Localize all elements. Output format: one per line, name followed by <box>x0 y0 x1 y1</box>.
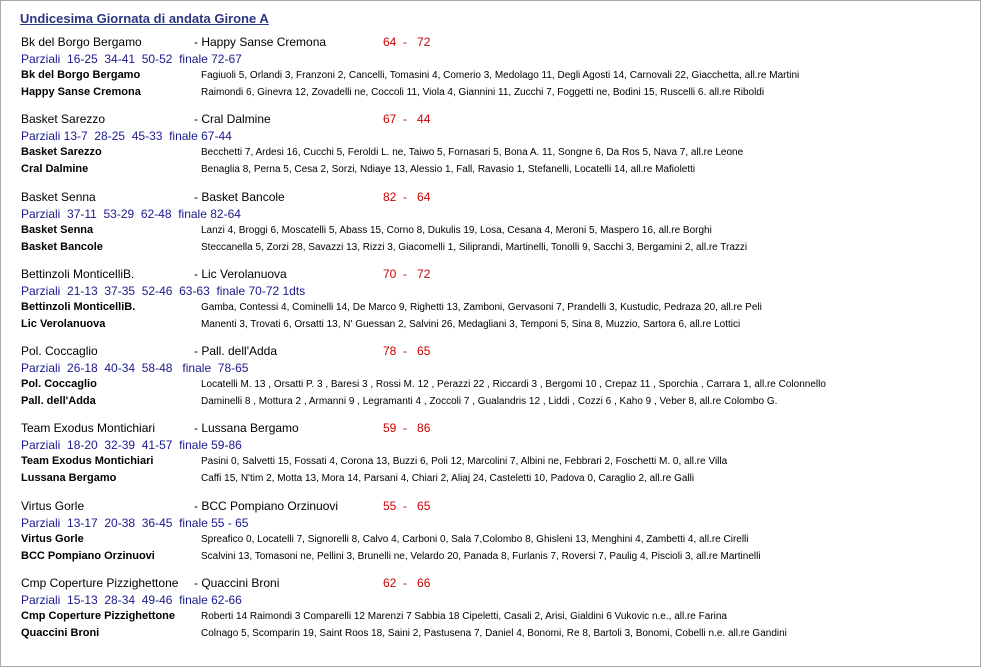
game-block <box>0 421 980 498</box>
home-team: Bettinzoli MonticelliB. <box>21 267 135 281</box>
team2-name: BCC Pompiano Orzinuovi <box>21 550 155 562</box>
away-team: - Happy Sanse Cremona <box>194 35 327 49</box>
final-score: 78 - 65 <box>383 344 431 358</box>
team2-players: Steccanella 5, Zorzi 28, Savazzi 13, Rizzi 3, Giacomelli 1, Siliprandi, Martinelli, Tonolli 9, Sacchi 3, Bergamini 2, all.re Trazzi <box>201 242 748 253</box>
game-block <box>0 35 980 112</box>
team2-name: Lic Verolanuova <box>21 318 106 330</box>
team1-players: Fagiuoli 5, Orlandi 3, Franzoni 2, Cancelli, Tomasini 4, Comerio 3, Medolago 11, Degli Agosti 14, Carnovali 22, Giacchetta, all.re Martini <box>201 70 800 81</box>
home-team: Bk del Borgo Bergamo <box>21 35 142 49</box>
away-team: - Cral Dalmine <box>194 112 271 126</box>
team1-players: Gamba, Contessi 4, Cominelli 14, De Marco 9, Righetti 13, Zamboni, Gervasoni 7, Prandelli 3, Kustudic, Pedraza 20, all.re Peli <box>201 302 762 313</box>
team2-name: Basket Bancole <box>21 241 103 253</box>
team1-players: Becchetti 7, Ardesi 16, Cucchi 5, Feroldi L. ne, Taiwo 5, Fornasari 5, Bona A. 11, Songne 6, Da Ros 5, Nava 7, all.re Leone <box>201 147 744 158</box>
partial-scores: Parziali 13-7 28-25 45-33 finale 67-44 <box>21 129 232 143</box>
final-score: 59 - 86 <box>383 421 431 435</box>
team2-name: Pall. dell'Adda <box>21 395 96 407</box>
team2-players: Colnago 5, Scomparin 19, Saint Roos 18, Saini 2, Pastusena 7, Daniel 4, Bonomi, Re 8, Bartoli 3, Bonomi, Cobelli n.e. all.re Gandini <box>201 628 787 639</box>
final-score: 82 - 64 <box>383 190 431 204</box>
away-team: - Lic Verolanuova <box>194 267 287 281</box>
game-block <box>0 112 980 189</box>
team1-name: Basket Senna <box>21 224 94 236</box>
team1-name: Bk del Borgo Bergamo <box>21 69 141 81</box>
away-team: - Lussana Bergamo <box>194 421 299 435</box>
home-team: Basket Sarezzo <box>21 112 106 126</box>
team1-players: Roberti 14 Raimondi 3 Comparelli 12 Marenzi 7 Sabbia 18 Cipeletti, Casali 2, Arisi, Gialdini 6 Vukovic n.e., all.re Farina <box>201 611 727 622</box>
team2-players: Caffi 15, N'tim 2, Motta 13, Mora 14, Parsani 4, Chiari 2, Aliaj 24, Casteletti 10, Padova 0, Caraglio 2, all.re Galli <box>201 473 695 484</box>
home-team: Pol. Coccaglio <box>21 344 98 358</box>
final-score: 55 - 65 <box>383 499 431 513</box>
game-block <box>0 344 980 421</box>
partial-scores: Parziali 21-13 37-35 52-46 63-63 finale 70-72 1dts <box>21 284 306 298</box>
team2-players: Scalvini 13, Tomasoni ne, Pellini 3, Brunelli ne, Velardo 20, Panada 8, Furlanis 7, Roversi 7, Paulig 4, Piscioli 3, all.re Martinelli <box>201 551 761 562</box>
partial-scores: Parziali 16-25 34-41 50-52 finale 72-67 <box>21 52 242 66</box>
away-team: - BCC Pompiano Orzinuovi <box>194 499 339 513</box>
home-team: Team Exodus Montichiari <box>21 421 156 435</box>
final-score: 62 - 66 <box>383 576 431 590</box>
game-block <box>0 499 980 576</box>
team1-name: Bettinzoli MonticelliB. <box>21 301 136 313</box>
team1-players: Locatelli M. 13 , Orsatti P. 3 , Baresi 3 , Rossi M. 12 , Perazzi 22 , Riccardi 3 , Bergomi 10 , Crepaz 11 , Sporchia , Carrara 1, all.re Colonnello <box>201 379 826 390</box>
team2-players: Raimondi 6, Ginevra 12, Zovadelli ne, Coccoli 11, Viola 4, Giannini 11, Zucchi 7, Foggetti ne, Bodini 15, Ruscelli 6. all.re Riboldi <box>201 87 765 98</box>
home-team: Basket Senna <box>21 190 96 204</box>
partial-scores: Parziali 18-20 32-39 41-57 finale 59-86 <box>21 438 242 452</box>
final-score: 64 - 72 <box>383 35 431 49</box>
team2-players: Benaglia 8, Perna 5, Cesa 2, Sorzi, Ndiaye 13, Alessio 1, Fall, Ravasio 1, Stefanelli, Locatelli 14, all.re Mafioletti <box>201 164 696 175</box>
home-team: Cmp Coperture Pizzighettone <box>21 576 179 590</box>
partial-scores: Parziali 13-17 20-38 36-45 finale 55 - 65 <box>21 516 249 530</box>
page-title: Undicesima Giornata di andata Girone A <box>20 11 269 26</box>
team2-name: Cral Dalmine <box>21 163 89 175</box>
away-team: - Pall. dell'Adda <box>194 344 278 358</box>
home-team: Virtus Gorle <box>21 499 85 513</box>
partial-scores: Parziali 26-18 40-34 58-48 finale 78-65 <box>21 361 249 375</box>
team1-players: Lanzi 4, Broggi 6, Moscatelli 5, Abass 15, Corno 8, Dukulis 19, Losa, Cesana 4, Meroni 5, Maspero 16, all.re Borghi <box>201 225 712 236</box>
team2-players: Daminelli 8 , Mottura 2 , Armanni 9 , Legramanti 4 , Zoccoli 7 , Gualandris 12 , Liddi , Cozzi 6 , Kaho 9 , Veber 8, all.re Colombo G. <box>201 396 778 407</box>
team1-players: Spreafico 0, Locatelli 7, Signorelli 8, Calvo 4, Carboni 0, Sala 7,Colombo 8, Ghisleni 13, Menghini 4, Zambetti 4, all.re Cirelli <box>201 534 749 545</box>
game-block <box>0 190 980 267</box>
team1-name: Basket Sarezzo <box>21 146 102 158</box>
away-team: - Basket Bancole <box>194 190 285 204</box>
team1-players: Pasini 0, Salvetti 15, Fossati 4, Corona 13, Buzzi 6, Poli 12, Marcolini 7, Albini ne, Febbrari 2, Foschetti M. 0, all.re Villa <box>201 456 728 467</box>
team2-name: Lussana Bergamo <box>21 472 117 484</box>
final-score: 70 - 72 <box>383 267 431 281</box>
team1-name: Pol. Coccaglio <box>21 378 97 390</box>
team2-name: Happy Sanse Cremona <box>21 86 141 98</box>
team2-name: Quaccini Broni <box>21 627 100 639</box>
team1-name: Team Exodus Montichiari <box>21 455 154 467</box>
team2-players: Manenti 3, Trovati 6, Orsatti 13, N' Guessan 2, Salvini 26, Medagliani 3, Temponi 5, Sina 8, Muzzio, Sartora 6, all.re Lottici <box>201 319 741 330</box>
game-block <box>0 267 980 344</box>
partial-scores: Parziali 15-13 28-34 49-46 finale 62-66 <box>21 593 242 607</box>
away-team: - Quaccini Broni <box>194 576 280 590</box>
team1-name: Cmp Coperture Pizzighettone <box>21 610 176 622</box>
game-block <box>0 576 980 653</box>
team1-name: Virtus Gorle <box>21 533 84 545</box>
partial-scores: Parziali 37-11 53-29 62-48 finale 82-64 <box>21 207 241 221</box>
final-score: 67 - 44 <box>383 112 431 126</box>
